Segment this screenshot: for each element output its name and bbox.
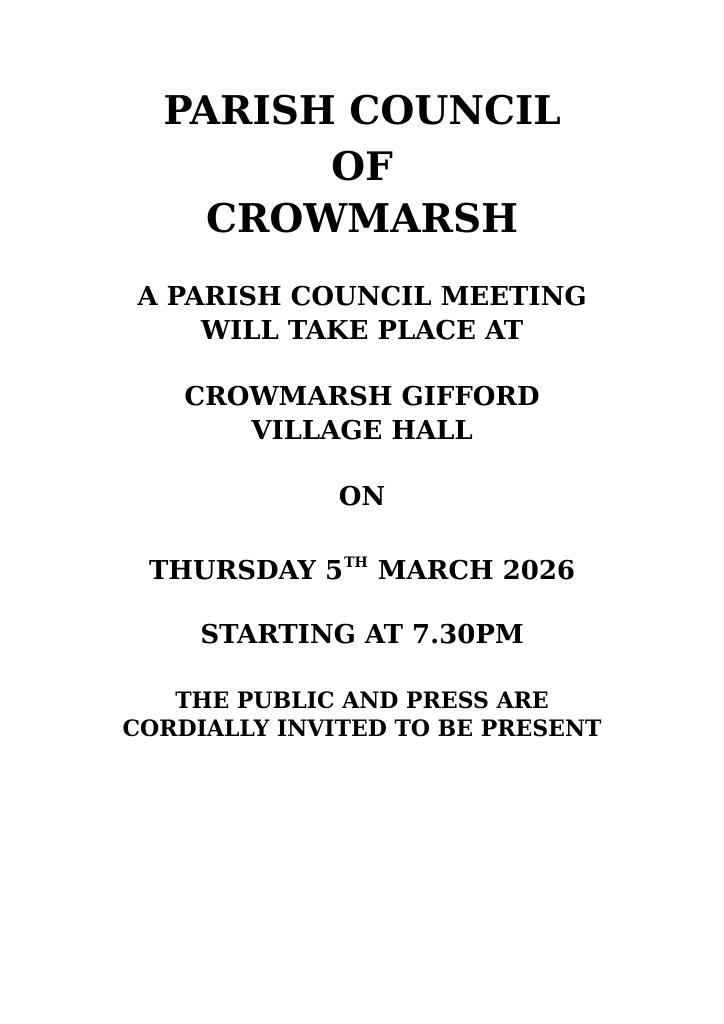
invitation-line-2: CORDIALLY INVITED TO BE PRESENT (122, 716, 602, 742)
heading-line-3: CROWMARSH (205, 196, 519, 242)
heading-line-2: OF (331, 144, 393, 190)
notice-line-1: A PARISH COUNCIL MEETING (137, 282, 587, 312)
venue-line-1: CROWMARSH GIFFORD (184, 382, 540, 412)
date-ordinal-suffix: TH (344, 555, 368, 571)
date-weekday-day: THURSDAY 5 (149, 556, 344, 586)
meeting-date (0, 555, 724, 586)
venue-line-2: VILLAGE HALL (251, 416, 473, 446)
heading-line-1: PARISH COUNCIL (163, 88, 561, 134)
notice-line-2: WILL TAKE PLACE AT (200, 316, 524, 346)
date-month-year: MARCH 2026 (377, 556, 575, 586)
start-time: STARTING AT 7.30PM (200, 620, 524, 650)
invitation-line-1: THE PUBLIC AND PRESS ARE (175, 688, 549, 714)
on-label: ON (338, 482, 386, 512)
